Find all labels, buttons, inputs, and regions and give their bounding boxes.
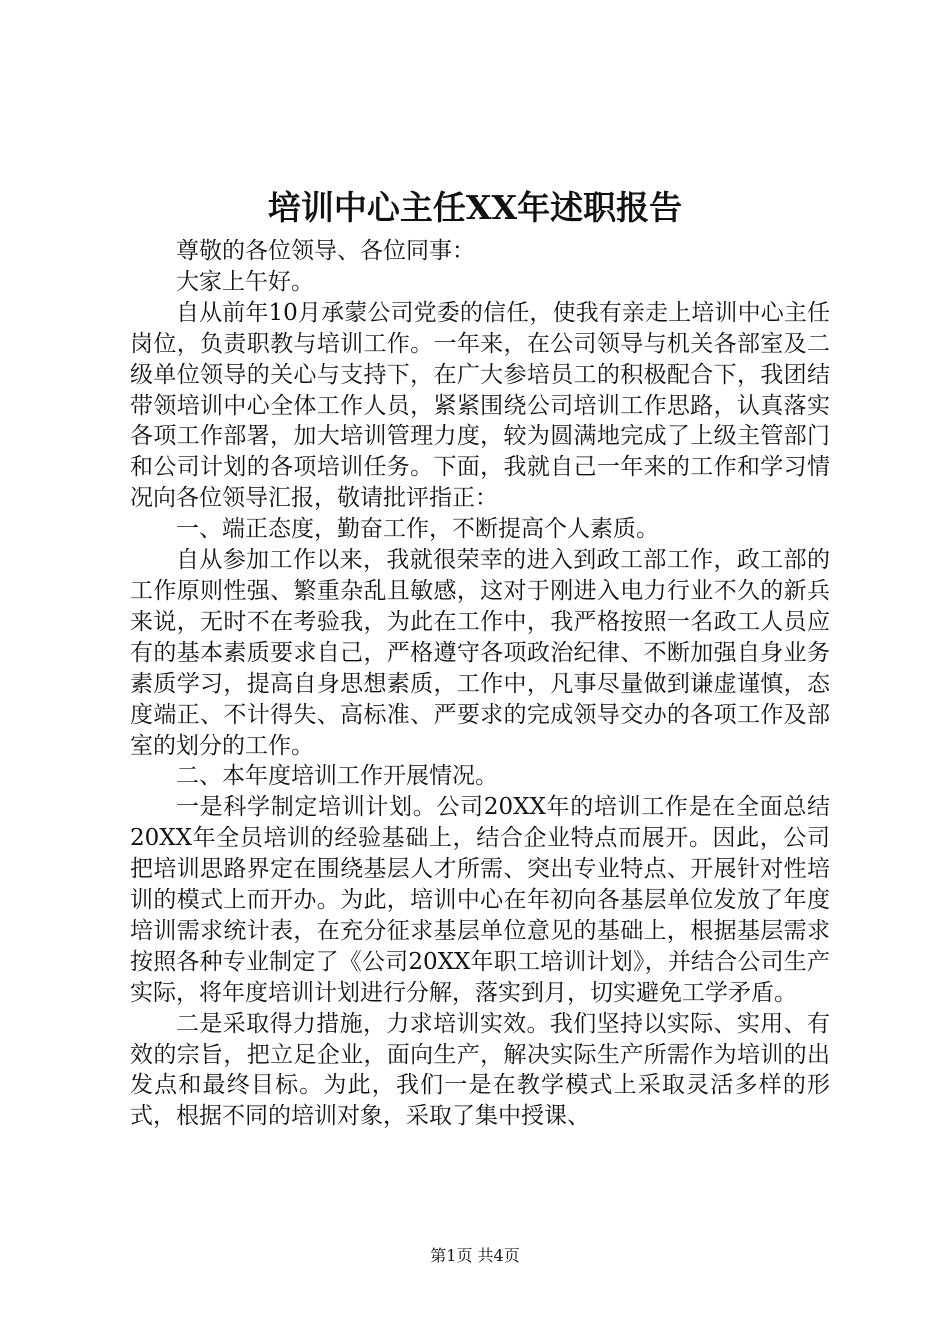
paragraph-attitude: 自从参加工作以来，我就很荣幸的进入到政工部工作，政工部的工作原则性强、繁重杂乱且敏感，这对于刚进入电力行业不久的新兵来说，无时不在考验我，为此在工作中，我严格按照一名政工人员应有的基本素质要求自己，严格遵守各项政治纪律、不断加强自身业务素质学习，提高自身思想素质，工作中，凡事尽量做到谦虚谨慎，态度端正、不计得失、高标准、严要求的完成领导交办的各项工作及部室的划分的工作。: [130, 547, 830, 759]
paragraph-salutation: 尊敬的各位领导、各位同事：: [176, 238, 475, 264]
section-heading-2: 二、本年度培训工作开展情况。: [176, 763, 498, 790]
paragraph-training-plan: 一是科学制定培训计划。公司20XX年的培训工作是在全面总结20XX年全员培训的经验基础上，结合企业特点而展开。因此，公司把培训思路界定在围绕基层人才所需、突出专业特点、开展针对性培训的模式上而开办。为此，培训中心在年初向各基层单位发放了年度培训需求统计表，在充分征求基层单位意见的基础上，根据基层需求按照各种专业制定了《公司20XX年职工培训计划》，并结合公司生产实际，将年度培训计划进行分解，落实到月，切实避免工学矛盾。: [130, 794, 830, 1006]
paragraph-training-measures: 二是采取得力措施，力求培训实效。我们坚持以实际、实用、有效的宗旨，把立足企业，面向生产，解决实际生产所需作为培训的出发点和最终目标。为此，我们一是在教学模式上采取灵活多样的形式，根据不同的培训对象，采取了集中授课、: [130, 1010, 830, 1130]
document-title: 培训中心主任XX年述职报告: [267, 188, 683, 227]
page-footer: 第1页 共4页: [430, 1246, 520, 1265]
section-heading-1: 一、端正态度，勤奋工作，不断提高个人素质。: [176, 516, 659, 543]
paragraph-greeting: 大家上午好。: [176, 268, 314, 295]
paragraph-intro: 自从前年10月承蒙公司党委的信任，使我有亲走上培训中心主任岗位，负责职教与培训工作。一年来，在公司领导与机关各部室及二级单位领导的关心与支持下，在广大参培员工的积极配合下，我团结带领培训中心全体工作人员，紧紧围绕公司培训工作思路，认真落实各项工作部署，加大培训管理力度，较为圆满地完成了上级主管部门和公司计划的各项培训任务。下面，我就自己一年来的工作和学习情况向各位领导汇报，敬请批评指正：: [130, 299, 830, 512]
document-body: [130, 236, 830, 1132]
